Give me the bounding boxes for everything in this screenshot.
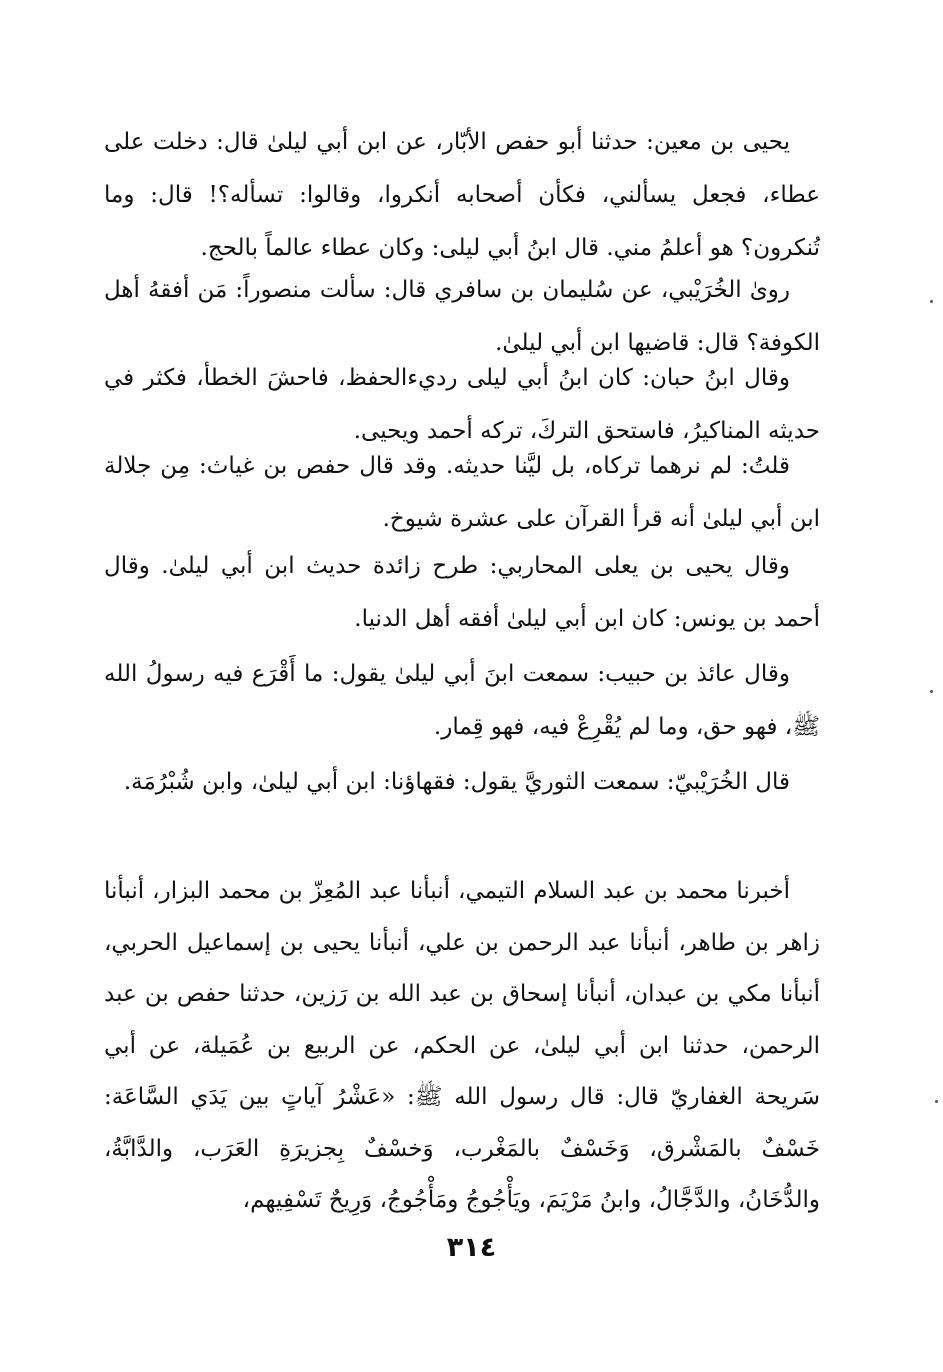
paragraph-qultu-hafs: قلتُ: لم نرهما تركاه، بل ليَّنا حديثه. وقد قال حفص بن غياث: مِن جلالة ابن أبي ليلىٰ أنه قرأ القرآن على عشرة شيوخ.	[104, 453, 820, 532]
paragraph-isnad-hadith: أخبرنا محمد بن عبد السلام التيمي، أنبأنا عبد المُعِزّ بن محمد البزار، أنبأنا زاهر بن طاهر، أنبأنا عبد الرحمن بن علي، أنبأنا يحيى بن إسماعيل الحربي، أنبأنا مكي بن عبدان، أنبأنا إسحاق بن عبد الله بن رَزين، حدثنا حفص بن عبد الرحمن، حدثنا ابن أبي ليلىٰ، عن الحكم، عن الربيع بن عُمَيلة، عن أبي سَريحة الغفاريّ قال: قال رسول الله ﷺ: «عَشْرُ آياتٍ بين يَدَي السَّاعَة: خَسْفٌ بالمَشْرق، وَخَسْفٌ بالمَغْرب، وَخسْفٌ بِجزيرَةِ العَرَب، والدَّابَّةُ، والدُّخَانُ، والدَّجَّالُ، وابنُ مَرْيَمَ، ويَأْجُوجُ ومَأْجُوجُ، وَرِيحٌ تَسْفِيهم،	[104, 878, 820, 1213]
scan-speck	[930, 300, 933, 303]
paragraph-al-khuraybi-mansur: روىٰ الخُرَيْبي، عن سُليمان بن سافري قال: سألت منصوراً: مَن أفقهُ أهل الكوفة؟ قال: قاضيها ابن أبي ليلىٰ.	[104, 277, 820, 356]
scan-speck	[930, 690, 933, 693]
scan-speck	[935, 1100, 938, 1103]
paragraph-ibn-hibban: وقال ابنُ حبان: كان ابنُ أبي ليلى رديءالحفظ، فاحشَ الخطأ، فكثر في حديثه المناكيرُ، فاستحق التركَ، تركه أحمد ويحيى.	[104, 365, 820, 444]
paragraph-yahya-ibn-main: يحيى بن معين: حدثنا أبو حفص الأبّار، عن ابن أبي ليلىٰ قال: دخلت على عطاء، فجعل يسألني، فكأن أصحابه أنكروا، وقالوا: تسأله؟! قال: وما تُنكرون؟ هو أعلمُ مني. قال ابنُ أبي ليلى: وكان عطاء عالماً بالحج.	[104, 129, 820, 261]
paragraph-aidh-ibn-habib: وقال عائذ بن حبيب: سمعت ابنَ أبي ليلىٰ يقول: ما أَقْرَع فيه رسولُ الله ﷺ، فهو حق، وما لم يُقْرِعْ فيه، فهو قِمار.	[104, 661, 820, 740]
page-number: ٣١٤	[446, 1232, 497, 1263]
paragraph-al-thawri: قال الخُرَيْبيّ: سمعت الثوريَّ يقول: فقهاؤنا: ابن أبي ليلىٰ، وابن شُبْرُمَة.	[123, 769, 790, 795]
paragraph-yahya-ibn-yala: وقال يحيى بن يعلى المحاربي: طرح زائدة حديث ابن أبي ليلىٰ. وقال أحمد بن يونس: كان ابن أبي ليلىٰ أفقه أهل الدنيا.	[104, 553, 820, 632]
